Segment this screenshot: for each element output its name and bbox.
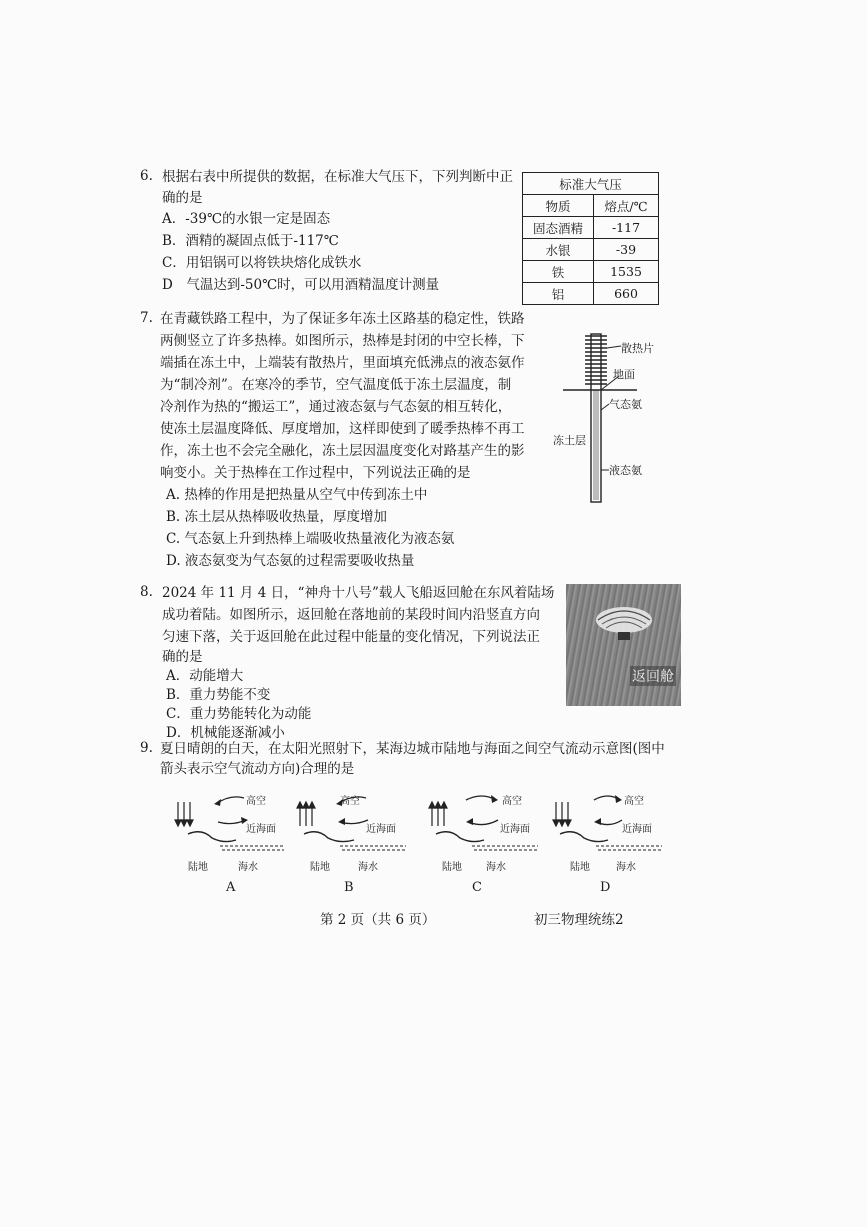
air-flow-diagram-c [426, 786, 541, 876]
label-sea: 海水 [238, 862, 258, 873]
table-cell: 660 [594, 283, 659, 305]
table-row [523, 261, 659, 283]
diagram-letter-c: C [472, 880, 482, 895]
q7-option-c: C. 气态氨上升到热棒上端吸收热量液化为液态氨 [166, 531, 455, 547]
table-cell: -39 [594, 239, 659, 261]
q7-line: 作，冻土也不会完全融化，冻土层因温度变化对路基产生的影 [160, 443, 525, 459]
label-frozen-soil: 冻土层 [553, 434, 586, 447]
label-near-sea: 近海面 [622, 824, 652, 835]
capsule-parachute-image [566, 584, 681, 706]
diagram-letter-b: B [344, 880, 354, 895]
page-number: 第 2 页（共 6 页） [320, 912, 436, 928]
q8-line: 确的是 [162, 649, 203, 665]
diagram-letter-d: D [600, 880, 611, 895]
q6-option-a: A．-39℃的水银一定是固态 [162, 211, 331, 227]
label-land: 陆地 [310, 862, 330, 873]
table-header-melting: 熔点/℃ [594, 195, 659, 217]
table-cell: -117 [594, 217, 659, 239]
q6-option-c: C．用铝锅可以将铁块熔化成铁水 [162, 255, 362, 271]
heat-pipe-figure [545, 330, 685, 510]
label-near-sea: 近海面 [366, 824, 396, 835]
label-high: 高空 [246, 796, 266, 807]
q7-number: 7. [140, 310, 153, 326]
q9-line2: 箭头表示空气流动方向)合理的是 [160, 761, 355, 777]
q8-option-c: C．重力势能转化为动能 [166, 706, 312, 722]
q8-line: 匀速下落，关于返回舱在此过程中能量的变化情况，下列说法正 [162, 629, 540, 645]
q6-stem-line2: 确的是 [162, 190, 203, 206]
q7-line: 使冻土层温度降低、厚度增加，这样即使到了暖季热棒不再工 [160, 421, 525, 437]
table-cell: 1535 [594, 261, 659, 283]
q8-option-d: D．机械能逐渐减小 [166, 725, 285, 741]
label-high: 高空 [340, 796, 360, 807]
label-gas-ammonia: 气态氨 [609, 398, 642, 411]
q6-option-d: D 气温达到-50℃时，可以用酒精温度计测量 [162, 277, 440, 293]
label-fins: 散热片 [621, 342, 654, 355]
capsule-photo [566, 584, 681, 706]
table-title: 标准大气压 [523, 173, 659, 195]
label-ground: 地面 [613, 368, 635, 381]
label-near-sea: 近海面 [500, 824, 530, 835]
q8-option-b: B．重力势能不变 [166, 687, 271, 703]
q7-line: 在青藏铁路工程中，为了保证多年冻土区路基的稳定性，铁路 [160, 311, 525, 327]
table-cell: 铝 [523, 283, 594, 305]
melting-point-table [522, 172, 659, 305]
q9-line1: 夏日晴朗的白天，在太阳光照射下，某海边城市陆地与海面之间空气流动示意图(图中 [160, 741, 665, 757]
q9-number: 9. [140, 740, 153, 756]
diagram-letter-a: A [226, 880, 236, 895]
label-near-sea: 近海面 [246, 824, 276, 835]
q6-option-b: B．酒精的凝固点低于-117℃ [162, 233, 339, 249]
label-liquid-ammonia: 液态氨 [609, 464, 642, 477]
q7-option-b: B. 冻土层从热棒吸收热量，厚度增加 [166, 509, 388, 525]
q8-number: 8. [140, 584, 153, 600]
table-row [523, 283, 659, 305]
table-cell: 水银 [523, 239, 594, 261]
exam-title: 初三物理统练2 [534, 912, 624, 928]
q6-number: 6. [140, 168, 153, 184]
q7-option-d: D. 液态氨变为气态氨的过程需要吸收热量 [166, 553, 415, 569]
photo-label: 返回舱 [630, 666, 676, 686]
heat-pipe-drawing [545, 330, 685, 510]
table-row [523, 217, 659, 239]
q6-stem-line1: 根据右表中所提供的数据，在标准大气压下，下列判断中正 [162, 169, 513, 185]
label-sea: 海水 [486, 862, 506, 873]
table-header-substance: 物质 [523, 195, 594, 217]
q8-option-a: A．动能增大 [166, 668, 244, 684]
table-cell: 铁 [523, 261, 594, 283]
table-row [523, 239, 659, 261]
q8-line: 2024 年 11 月 4 日，“神舟十八号”载人飞船返回舱在东风着陆场 [162, 585, 555, 601]
air-flow-diagram-b [294, 786, 409, 876]
q7-line: 冷剂作为热的“搬运工”，通过液态氨与气态氨的相互转化， [160, 399, 512, 415]
q8-line: 成功着陆。如图所示，返回舱在落地前的某段时间内沿竖直方向 [162, 607, 540, 623]
q7-option-a: A. 热棒的作用是把热量从空气中传到冻土中 [166, 487, 428, 503]
q7-line: 为“制冷剂”。在寒冷的季节，空气温度低于冻土层温度，制 [160, 377, 512, 393]
label-land: 陆地 [188, 862, 208, 873]
air-flow-diagram-d [550, 786, 665, 876]
q7-line: 两侧竖立了许多热棒。如图所示，热棒是封闭的中空长棒，下 [160, 333, 525, 349]
label-high: 高空 [502, 796, 522, 807]
air-flow-diagram-a [172, 786, 287, 876]
label-sea: 海水 [616, 862, 636, 873]
label-high: 高空 [624, 796, 644, 807]
q7-line: 端插在冻土中，上端装有散热片，里面填充低沸点的液态氨作 [160, 355, 525, 371]
label-land: 陆地 [570, 862, 590, 873]
label-land: 陆地 [442, 862, 462, 873]
label-sea: 海水 [358, 862, 378, 873]
q7-line: 响变小。关于热棒在工作过程中，下列说法正确的是 [160, 465, 471, 481]
table-cell: 固态酒精 [523, 217, 594, 239]
